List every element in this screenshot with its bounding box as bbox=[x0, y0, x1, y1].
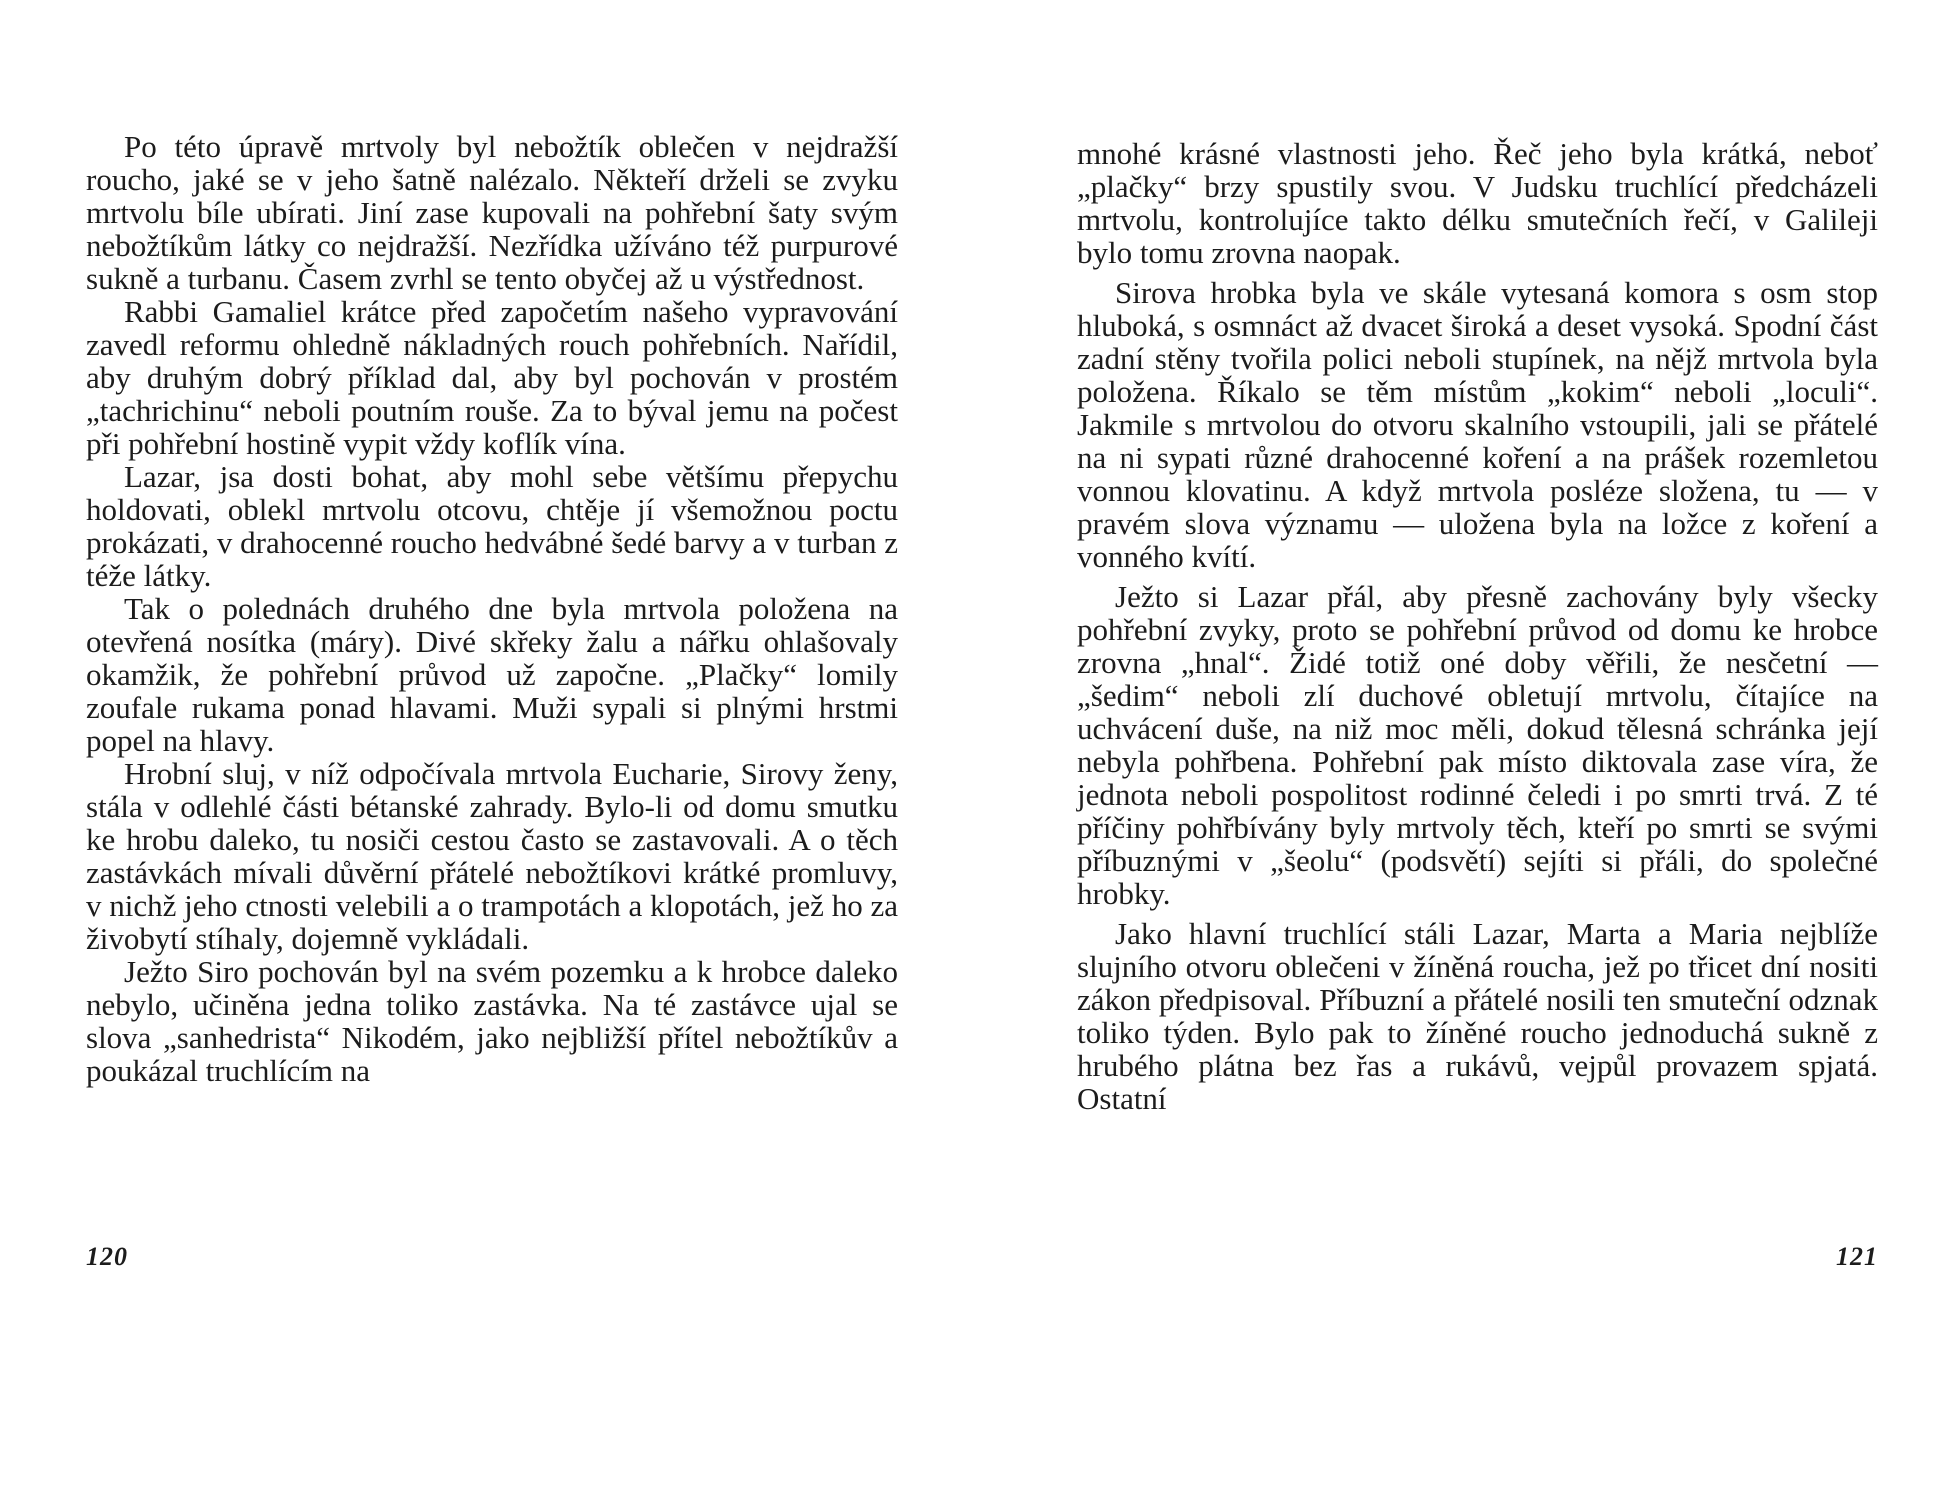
paragraph: Tak o polednách druhého dne byla mrtvola položena na otevřená nosítka (máry). Divé skřeky žalu a nářku ohlašovaly okamžik, že pohřební průvod už započne. „Plačky“ lomily zoufale rukama ponad hlavami. Muži sypali si plnými hrstmi popel na hlavy. bbox=[86, 591, 898, 758]
paragraph: Hrobní sluj, v níž odpočívala mrtvola Eucharie, Sirovy ženy, stála v odlehlé části bétanské zahrady. Bylo-li od domu smutku ke hrobu daleko, tu nosiči cestou často se zastavovali. A o těch zastávkách mívali důvěrní přátelé nebožtíkovi krátké promluvy, v nichž jeho ctnosti velebili a o trampotách a klopotách, jež ho za živobytí stíhaly, dojemně vykládali. bbox=[86, 756, 898, 956]
paragraph: Ježto si Lazar přál, aby přesně zachovány byly všecky pohřební zvyky, proto se pohřební průvod od domu ke hrobce zrovna „hnal“. Židé totiž oné doby věřili, že nesčetní — „šedim“ neboli zlí duchové obletují mrtvolu, čítajíce na uchvácení duše, na niž moc měli, dokud tělesná schránka její nebyla pohřbena. Pohřební pak místo diktovala zase víra, že jednota neboli pospolitost rodinné čeledi i po smrti trvá. Z té příčiny pohřbívány byly mrtvoly těch, kteří po smrti se svými příbuznými v „šeolu“ (podsvětí) sejíti si přáli, do společné hrobky. bbox=[1077, 579, 1878, 911]
paragraph: mnohé krásné vlastnosti jeho. Řeč jeho byla krátká, neboť „plačky“ brzy spustily svou. V Judsku truchlící předcházeli mrtvolu, kontrolujíce takto délku smutečních řečí, v Galileji bylo tomu zrovna naopak. bbox=[1077, 136, 1878, 270]
paragraph: Ježto Siro pochován byl na svém pozemku a k hrobce daleko nebylo, učiněna jedna toliko zastávka. Na té zastávce ujal se slova „sanhedrista“ Nikodém, jako nejbližší přítel nebožtíkův a poukázal truchlícím na bbox=[86, 954, 898, 1088]
paragraph: Rabbi Gamaliel krátce před započetím našeho vypravování zavedl reformu ohledně nákladných rouch pohřebních. Nařídil, aby druhým dobrý příklad dal, aby byl pochován v prostém „tachrichinu“ neboli poutním rouše. Za to býval jemu na počest při pohřební hostině vypit vždy koflík vína. bbox=[86, 294, 898, 461]
paragraph: Po této úpravě mrtvoly byl nebožtík oblečen v nejdražší roucho, jaké se v jeho šatně nalézalo. Někteří drželi se zvyku mrtvolu bíle ubírati. Jiní zase kupovali na pohřební šaty svým nebožtíkům látky co nejdražší. Nezřídka užíváno též purpurové sukně a turbanu. Časem zvrhl se tento obyčej až u výstřednost. bbox=[86, 129, 898, 296]
left-page-text bbox=[86, 130, 898, 1087]
page-number: 120 bbox=[86, 1242, 128, 1271]
paragraph: Jako hlavní truchlící stáli Lazar, Marta a Maria nejblíže slujního otvoru oblečeni v žíněná roucha, jež po třicet dní nositi zákon předpisoval. Příbuzní a přátelé nosili ten smuteční odznak toliko týden. Bylo pak to žíněné roucho jednoduchá sukně z hrubého plátna bez řas a rukávů, vejpůl provazem spjatá. Ostatní bbox=[1077, 916, 1878, 1116]
paragraph: Sirova hrobka byla ve skále vytesaná komora s osm stop hluboká, s osmnáct až dvacet široká a deset vysoká. Spodní část zadní stěny tvořila polici neboli stupínek, na nějž mrtvola byla položena. Říkalo se těm místům „kokim“ neboli „loculi“. Jakmile s mrtvolou do otvoru skalního vstoupili, jali se přátelé na ni sypati různé drahocenné koření a na prášek rozemletou vonnou klovatinu. A když mrtvola posléze složena, tu — v pravém slova významu — uložena byla na ložce z koření a vonného kvítí. bbox=[1077, 275, 1878, 574]
page-number: 121 bbox=[1836, 1242, 1878, 1271]
right-page-text bbox=[1077, 137, 1878, 1122]
paragraph: Lazar, jsa dosti bohat, aby mohl sebe většímu přepychu holdovati, oblekl mrtvolu otcovu, chtěje jí všemožnou poctu prokázati, v drahocenné roucho hedvábné šedé barvy a v turban z téže látky. bbox=[86, 459, 898, 593]
right-page bbox=[980, 0, 1960, 1500]
